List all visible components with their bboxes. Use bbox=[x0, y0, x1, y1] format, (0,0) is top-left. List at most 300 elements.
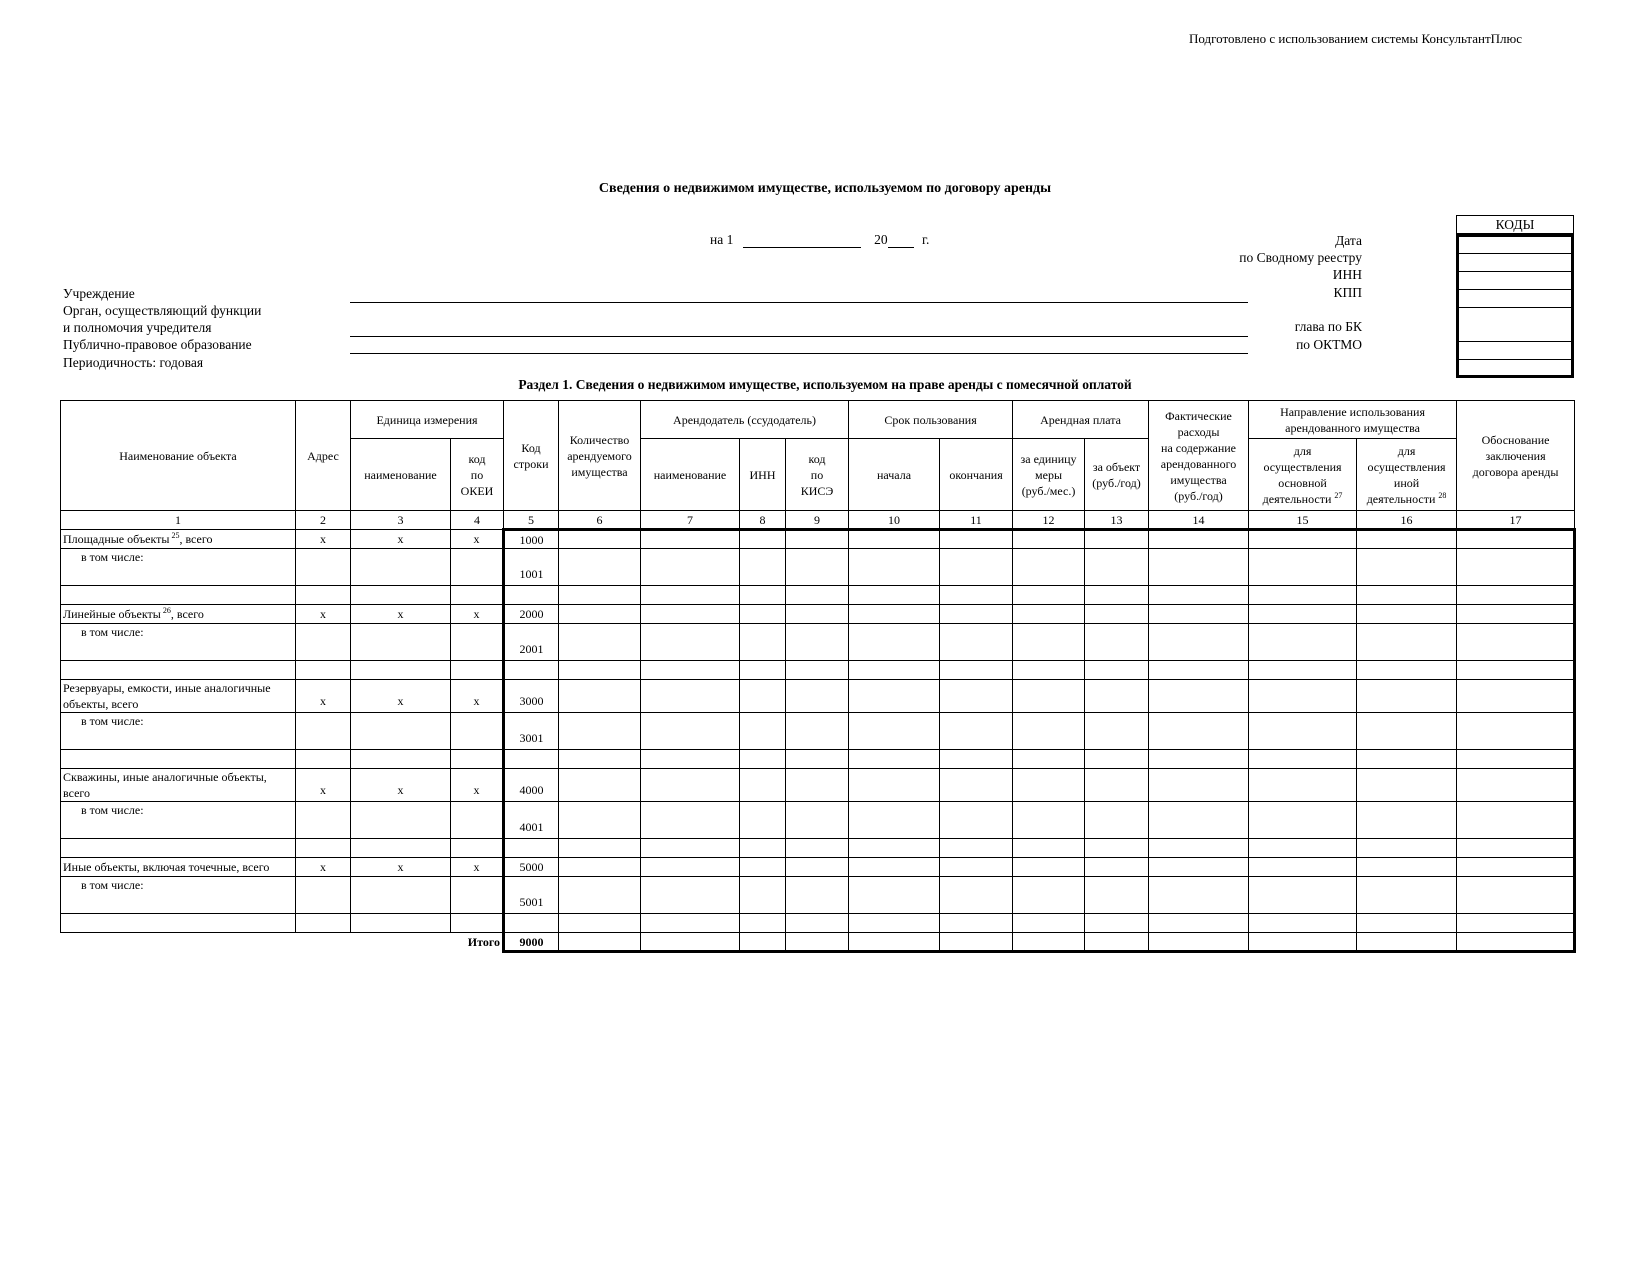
row-3001-cell-col11[interactable] bbox=[940, 713, 1013, 750]
row-5001-cell-col10[interactable] bbox=[849, 877, 940, 914]
blank-row-4-cell-col12[interactable] bbox=[1013, 914, 1085, 933]
row-3000-cell-col15[interactable] bbox=[1249, 680, 1357, 713]
row-3000-cell-col14[interactable] bbox=[1149, 680, 1249, 713]
blank-row-1-cell-col12[interactable] bbox=[1013, 661, 1085, 680]
row-2000-cell-col12[interactable] bbox=[1013, 605, 1085, 624]
blank-row-0-cell-col15[interactable] bbox=[1249, 586, 1357, 605]
row-5001-cell-col17[interactable] bbox=[1457, 877, 1575, 914]
organ-field-line[interactable] bbox=[350, 336, 1248, 337]
row-5000-cell-col17[interactable] bbox=[1457, 858, 1575, 877]
row-3000-cell-col12[interactable] bbox=[1013, 680, 1085, 713]
row-2001-cell-col9[interactable] bbox=[786, 624, 849, 661]
line-code: 3001 bbox=[504, 713, 559, 750]
row-3000-cell-col10[interactable] bbox=[849, 680, 940, 713]
in-particular-label: в том числе: bbox=[61, 549, 296, 586]
table-row bbox=[61, 680, 1575, 713]
row-1000-cell-col10[interactable] bbox=[849, 530, 940, 549]
okei-l3: ОКЕИ bbox=[460, 483, 494, 498]
blank-row-2-cell-col11[interactable] bbox=[940, 750, 1013, 769]
col-header-other-activity bbox=[1357, 439, 1457, 511]
blank-row-cell-col1[interactable] bbox=[61, 839, 296, 858]
row-1000-cell-col7[interactable] bbox=[641, 530, 740, 549]
row-1001-cell-col6[interactable] bbox=[559, 549, 641, 586]
blank-row-1-cell-col11[interactable] bbox=[940, 661, 1013, 680]
codes-date-label: Дата bbox=[1335, 233, 1362, 248]
blank-row-1-cell-col10[interactable] bbox=[849, 661, 940, 680]
row-2000-cell-col15[interactable] bbox=[1249, 605, 1357, 624]
row-5000-cell-col13[interactable] bbox=[1085, 858, 1149, 877]
row-2000-cell-col17[interactable] bbox=[1457, 605, 1575, 624]
blank-row-2-cell-col6[interactable] bbox=[559, 750, 641, 769]
blank-row-cell-col3[interactable] bbox=[351, 586, 451, 605]
blank-row-1-cell-col9[interactable] bbox=[786, 661, 849, 680]
blank-row-cell-col1[interactable] bbox=[61, 914, 296, 933]
row-4001-cell-col11[interactable] bbox=[940, 802, 1013, 839]
blank-row-cell-col4[interactable] bbox=[451, 839, 504, 858]
row-1001-cell-col16[interactable] bbox=[1357, 549, 1457, 586]
blank-row-cell-col2[interactable] bbox=[296, 586, 351, 605]
code-cell-bk[interactable] bbox=[1459, 308, 1571, 342]
row-4001-cell-col12[interactable] bbox=[1013, 802, 1085, 839]
row-2001-cell-col15[interactable] bbox=[1249, 624, 1357, 661]
blank-row-3-cell-col15[interactable] bbox=[1249, 839, 1357, 858]
row-1001-cell-col11[interactable] bbox=[940, 549, 1013, 586]
codes-title: КОДЫ bbox=[1456, 215, 1574, 234]
blank-row-3-cell-col16[interactable] bbox=[1357, 839, 1457, 858]
x-mark: х bbox=[451, 769, 504, 802]
row-5001-cell-col3[interactable] bbox=[351, 877, 451, 914]
column-number-16: 16 bbox=[1357, 511, 1457, 530]
row-5000-cell-col12[interactable] bbox=[1013, 858, 1085, 877]
blank-row-4-cell-col15[interactable] bbox=[1249, 914, 1357, 933]
blank-row-1-cell-col7[interactable] bbox=[641, 661, 740, 680]
table-row bbox=[61, 713, 1575, 750]
blank-row-4-cell-col11[interactable] bbox=[940, 914, 1013, 933]
blank-row-3-cell-col9[interactable] bbox=[786, 839, 849, 858]
blank-row-4-cell-col17[interactable] bbox=[1457, 914, 1575, 933]
row-4001-cell-col13[interactable] bbox=[1085, 802, 1149, 839]
blank-row-cell-col5[interactable] bbox=[504, 914, 559, 933]
exp-l6: (руб./год) bbox=[1174, 488, 1223, 503]
blank-row-1-cell-col13[interactable] bbox=[1085, 661, 1149, 680]
row-1000-cell-col12[interactable] bbox=[1013, 530, 1085, 549]
row-4000-cell-col14[interactable] bbox=[1149, 769, 1249, 802]
row-1000-cell-col16[interactable] bbox=[1357, 530, 1457, 549]
blank-row-2-cell-col8[interactable] bbox=[740, 750, 786, 769]
column-number-row bbox=[61, 511, 1575, 530]
blank-row-3-cell-col13[interactable] bbox=[1085, 839, 1149, 858]
row-2001-cell-col14[interactable] bbox=[1149, 624, 1249, 661]
row-4001-cell-col10[interactable] bbox=[849, 802, 940, 839]
row-1000-cell-col13[interactable] bbox=[1085, 530, 1149, 549]
total-cell-col15[interactable] bbox=[1249, 933, 1357, 952]
kise-l2: по bbox=[810, 467, 824, 482]
date-prefix: на 1 bbox=[710, 232, 734, 247]
col-header-line-code bbox=[504, 401, 559, 511]
blank-row-4-cell-col6[interactable] bbox=[559, 914, 641, 933]
row-5001-cell-col12[interactable] bbox=[1013, 877, 1085, 914]
row-2000-cell-col16[interactable] bbox=[1357, 605, 1457, 624]
row-4000-cell-col16[interactable] bbox=[1357, 769, 1457, 802]
row-3001-cell-col3[interactable] bbox=[351, 713, 451, 750]
blank-row-0-cell-col14[interactable] bbox=[1149, 586, 1249, 605]
row-3001-cell-col13[interactable] bbox=[1085, 713, 1149, 750]
row-1001-cell-col12[interactable] bbox=[1013, 549, 1085, 586]
row-3000-cell-col9[interactable] bbox=[786, 680, 849, 713]
basis-l2: заключения bbox=[1485, 448, 1546, 463]
row-2000-cell-col6[interactable] bbox=[559, 605, 641, 624]
row-5001-cell-col9[interactable] bbox=[786, 877, 849, 914]
blank-row-1-cell-col15[interactable] bbox=[1249, 661, 1357, 680]
row-1001-cell-col7[interactable] bbox=[641, 549, 740, 586]
row-3001-cell-col17[interactable] bbox=[1457, 713, 1575, 750]
line-code: 3000 bbox=[504, 680, 559, 713]
blank-row-4-cell-col8[interactable] bbox=[740, 914, 786, 933]
blank-row-cell-col1[interactable] bbox=[61, 750, 296, 769]
row-1001-cell-col17[interactable] bbox=[1457, 549, 1575, 586]
blank-row-1-cell-col8[interactable] bbox=[740, 661, 786, 680]
blank-row-0-cell-col8[interactable] bbox=[740, 586, 786, 605]
row-3001-cell-col2[interactable] bbox=[296, 713, 351, 750]
row-1001-cell-col8[interactable] bbox=[740, 549, 786, 586]
object-type-label: Иные объекты, включая точечные, всего bbox=[63, 860, 270, 874]
total-cell-col10[interactable] bbox=[849, 933, 940, 952]
footnote-ref: 25 bbox=[169, 531, 180, 540]
row-1000-cell-col15[interactable] bbox=[1249, 530, 1357, 549]
blank-row-3-cell-col11[interactable] bbox=[940, 839, 1013, 858]
col-header-basis bbox=[1457, 401, 1575, 511]
row-1000-cell-col6[interactable] bbox=[559, 530, 641, 549]
blank-row-cell-col3[interactable] bbox=[351, 661, 451, 680]
row-2001-cell-col10[interactable] bbox=[849, 624, 940, 661]
public-entity-field-line[interactable] bbox=[350, 353, 1248, 354]
blank-row-3-cell-col14[interactable] bbox=[1149, 839, 1249, 858]
row-3001-cell-col10[interactable] bbox=[849, 713, 940, 750]
row-1001-cell-col2[interactable] bbox=[296, 549, 351, 586]
date-year-field[interactable] bbox=[888, 233, 914, 248]
blank-row-2-cell-col14[interactable] bbox=[1149, 750, 1249, 769]
blank-row-4-cell-col14[interactable] bbox=[1149, 914, 1249, 933]
blank-row-2-cell-col16[interactable] bbox=[1357, 750, 1457, 769]
blank-row-cell-col4[interactable] bbox=[451, 914, 504, 933]
codes-oktmo-label: по ОКТМО bbox=[1296, 337, 1362, 352]
row-1001-cell-col4[interactable] bbox=[451, 549, 504, 586]
row-3001-cell-col16[interactable] bbox=[1357, 713, 1457, 750]
row-5001-cell-col13[interactable] bbox=[1085, 877, 1149, 914]
row-5001-cell-col6[interactable] bbox=[559, 877, 641, 914]
total-cell-col9[interactable] bbox=[786, 933, 849, 952]
blank-row-1-cell-col17[interactable] bbox=[1457, 661, 1575, 680]
row-1001-cell-col15[interactable] bbox=[1249, 549, 1357, 586]
blank-row-cell-col4[interactable] bbox=[451, 661, 504, 680]
row-4000-cell-col9[interactable] bbox=[786, 769, 849, 802]
row-5000-cell-col9[interactable] bbox=[786, 858, 849, 877]
col-header-term-start: начала bbox=[849, 439, 940, 511]
row-2001-cell-col6[interactable] bbox=[559, 624, 641, 661]
total-cell-col7[interactable] bbox=[641, 933, 740, 952]
blank-row-0-cell-col12[interactable] bbox=[1013, 586, 1085, 605]
blank-row-4-cell-col13[interactable] bbox=[1085, 914, 1149, 933]
main-l4 bbox=[1251, 491, 1354, 507]
col-header-address: Адрес bbox=[296, 401, 351, 511]
blank-row-cell-col4[interactable] bbox=[451, 586, 504, 605]
exp-l5: имущества bbox=[1170, 472, 1227, 487]
row-2000-cell-col13[interactable] bbox=[1085, 605, 1149, 624]
rent-unit-l1: за единицу bbox=[1020, 451, 1077, 466]
row-5001-cell-col7[interactable] bbox=[641, 877, 740, 914]
line-code: 4000 bbox=[504, 769, 559, 802]
column-number-4: 4 bbox=[451, 511, 504, 530]
blank-row-4-cell-col10[interactable] bbox=[849, 914, 940, 933]
row-4001-cell-col2[interactable] bbox=[296, 802, 351, 839]
row-4000-cell-col15[interactable] bbox=[1249, 769, 1357, 802]
table-row bbox=[61, 802, 1575, 839]
row-1000-cell-col9[interactable] bbox=[786, 530, 849, 549]
table-row bbox=[61, 530, 1575, 549]
blank-row-1-cell-col16[interactable] bbox=[1357, 661, 1457, 680]
row-1000-cell-col11[interactable] bbox=[940, 530, 1013, 549]
row-3000-cell-col17[interactable] bbox=[1457, 680, 1575, 713]
row-1001-cell-col14[interactable] bbox=[1149, 549, 1249, 586]
row-2001-cell-col8[interactable] bbox=[740, 624, 786, 661]
blank-row-0-cell-col6[interactable] bbox=[559, 586, 641, 605]
blank-row-0-cell-col17[interactable] bbox=[1457, 586, 1575, 605]
blank-row-0-cell-col10[interactable] bbox=[849, 586, 940, 605]
table-row bbox=[61, 605, 1575, 624]
total-cell-col16[interactable] bbox=[1357, 933, 1457, 952]
blank-row-cell-col5[interactable] bbox=[504, 839, 559, 858]
x-mark: х bbox=[451, 858, 504, 877]
col-header-lessor-name: наименование bbox=[641, 439, 740, 511]
basis-l1: Обоснование bbox=[1481, 432, 1550, 447]
row-3001-cell-col4[interactable] bbox=[451, 713, 504, 750]
blank-row-2-cell-col9[interactable] bbox=[786, 750, 849, 769]
row-3000-cell-col7[interactable] bbox=[641, 680, 740, 713]
table-row bbox=[61, 858, 1575, 877]
blank-row-cell-col2[interactable] bbox=[296, 661, 351, 680]
code-cell-oktmo[interactable] bbox=[1459, 342, 1571, 360]
total-cell-col13[interactable] bbox=[1085, 933, 1149, 952]
total-cell-col12[interactable] bbox=[1013, 933, 1085, 952]
blank-row-0-cell-col7[interactable] bbox=[641, 586, 740, 605]
codes-kpp-label: КПП bbox=[1333, 285, 1362, 300]
direction-l2: арендованного имущества bbox=[1285, 420, 1420, 435]
row-3001-cell-col12[interactable] bbox=[1013, 713, 1085, 750]
row-3001-cell-col14[interactable] bbox=[1149, 713, 1249, 750]
blank-row-cell-col3[interactable] bbox=[351, 750, 451, 769]
other-l4 bbox=[1359, 491, 1454, 507]
blank-row-cell-col5[interactable] bbox=[504, 750, 559, 769]
row-2000-cell-col8[interactable] bbox=[740, 605, 786, 624]
row-3001-cell-col8[interactable] bbox=[740, 713, 786, 750]
blank-row-3-cell-col8[interactable] bbox=[740, 839, 786, 858]
blank-row-cell-col5[interactable] bbox=[504, 661, 559, 680]
blank-row-2-cell-col15[interactable] bbox=[1249, 750, 1357, 769]
row-3001-cell-col6[interactable] bbox=[559, 713, 641, 750]
row-5001-cell-col14[interactable] bbox=[1149, 877, 1249, 914]
row-2000-cell-col7[interactable] bbox=[641, 605, 740, 624]
row-1001-cell-col9[interactable] bbox=[786, 549, 849, 586]
row-4000-cell-col8[interactable] bbox=[740, 769, 786, 802]
blank-row-3-cell-col12[interactable] bbox=[1013, 839, 1085, 858]
row-5000-cell-col11[interactable] bbox=[940, 858, 1013, 877]
line-code-l1: Код bbox=[521, 440, 541, 455]
blank-row-cell-col3[interactable] bbox=[351, 914, 451, 933]
row-4000-cell-col13[interactable] bbox=[1085, 769, 1149, 802]
blank-row-cell-col2[interactable] bbox=[296, 914, 351, 933]
blank-row-4-cell-col16[interactable] bbox=[1357, 914, 1457, 933]
blank-row-cell-col2[interactable] bbox=[296, 750, 351, 769]
row-3000-cell-col16[interactable] bbox=[1357, 680, 1457, 713]
row-2001-cell-col4[interactable] bbox=[451, 624, 504, 661]
row-1001-cell-col10[interactable] bbox=[849, 549, 940, 586]
blank-row-0-cell-col9[interactable] bbox=[786, 586, 849, 605]
row-4000-cell-col17[interactable] bbox=[1457, 769, 1575, 802]
blank-row-cell-col4[interactable] bbox=[451, 750, 504, 769]
row-1000-cell-col14[interactable] bbox=[1149, 530, 1249, 549]
row-2001-cell-col13[interactable] bbox=[1085, 624, 1149, 661]
total-cell-col17[interactable] bbox=[1457, 933, 1575, 952]
row-4000-cell-col6[interactable] bbox=[559, 769, 641, 802]
row-2001-cell-col12[interactable] bbox=[1013, 624, 1085, 661]
blank-row-2-cell-col13[interactable] bbox=[1085, 750, 1149, 769]
row-2001-cell-col16[interactable] bbox=[1357, 624, 1457, 661]
row-1001-cell-col13[interactable] bbox=[1085, 549, 1149, 586]
row-4000-cell-col7[interactable] bbox=[641, 769, 740, 802]
blank-row-3-cell-col6[interactable] bbox=[559, 839, 641, 858]
row-3000-cell-col8[interactable] bbox=[740, 680, 786, 713]
blank-row-0-cell-col13[interactable] bbox=[1085, 586, 1149, 605]
row-1001-cell-col3[interactable] bbox=[351, 549, 451, 586]
report-date-line bbox=[710, 232, 929, 248]
total-cell-col6[interactable] bbox=[559, 933, 641, 952]
kise-l1: код bbox=[808, 451, 826, 466]
row-1000-cell-col8[interactable] bbox=[740, 530, 786, 549]
row-5000-cell-col16[interactable] bbox=[1357, 858, 1457, 877]
blank-row-2-cell-col7[interactable] bbox=[641, 750, 740, 769]
total-cell-col11[interactable] bbox=[940, 933, 1013, 952]
table-row bbox=[61, 586, 1575, 605]
blank-row-0-cell-col16[interactable] bbox=[1357, 586, 1457, 605]
date-day-month-field[interactable] bbox=[743, 233, 861, 248]
institution-field-line[interactable] bbox=[350, 302, 1248, 303]
row-4001-cell-col3[interactable] bbox=[351, 802, 451, 839]
row-5000-cell-col7[interactable] bbox=[641, 858, 740, 877]
row-1000-cell-col17[interactable] bbox=[1457, 530, 1575, 549]
row-2000-cell-col11[interactable] bbox=[940, 605, 1013, 624]
column-number-11: 11 bbox=[940, 511, 1013, 530]
row-4000-cell-col12[interactable] bbox=[1013, 769, 1085, 802]
row-5000-cell-col8[interactable] bbox=[740, 858, 786, 877]
blank-row-cell-col2[interactable] bbox=[296, 839, 351, 858]
blank-row-3-cell-col7[interactable] bbox=[641, 839, 740, 858]
row-2001-cell-col17[interactable] bbox=[1457, 624, 1575, 661]
codes-inn-label: ИНН bbox=[1332, 267, 1362, 282]
blank-row-1-cell-col6[interactable] bbox=[559, 661, 641, 680]
row-5001-cell-col15[interactable] bbox=[1249, 877, 1357, 914]
exp-l2: расходы bbox=[1177, 424, 1220, 439]
code-cell-date[interactable] bbox=[1459, 237, 1571, 254]
row-3001-cell-col9[interactable] bbox=[786, 713, 849, 750]
blank-row-4-cell-col7[interactable] bbox=[641, 914, 740, 933]
row-5001-cell-col4[interactable] bbox=[451, 877, 504, 914]
row-5001-cell-col2[interactable] bbox=[296, 877, 351, 914]
row-5000-cell-col6[interactable] bbox=[559, 858, 641, 877]
row-3001-cell-col7[interactable] bbox=[641, 713, 740, 750]
exp-l1: Фактические bbox=[1165, 408, 1232, 423]
codes-cells bbox=[1456, 234, 1574, 378]
row-4001-cell-col6[interactable] bbox=[559, 802, 641, 839]
row-2001-cell-col11[interactable] bbox=[940, 624, 1013, 661]
row-5000-cell-col14[interactable] bbox=[1149, 858, 1249, 877]
row-2001-cell-col7[interactable] bbox=[641, 624, 740, 661]
row-4001-cell-col17[interactable] bbox=[1457, 802, 1575, 839]
row-4001-cell-col15[interactable] bbox=[1249, 802, 1357, 839]
row-5001-cell-col16[interactable] bbox=[1357, 877, 1457, 914]
code-cell-registry[interactable] bbox=[1459, 254, 1571, 272]
row-2001-cell-col2[interactable] bbox=[296, 624, 351, 661]
blank-row-2-cell-col10[interactable] bbox=[849, 750, 940, 769]
row-4001-cell-col8[interactable] bbox=[740, 802, 786, 839]
total-cell-col14[interactable] bbox=[1149, 933, 1249, 952]
row-2000-cell-col14[interactable] bbox=[1149, 605, 1249, 624]
blank-row-3-cell-col17[interactable] bbox=[1457, 839, 1575, 858]
row-3000-cell-col6[interactable] bbox=[559, 680, 641, 713]
x-mark: х bbox=[451, 605, 504, 624]
blank-row-cell-col1[interactable] bbox=[61, 586, 296, 605]
blank-row-1-cell-col14[interactable] bbox=[1149, 661, 1249, 680]
code-cell-kpp[interactable] bbox=[1459, 290, 1571, 308]
blank-row-cell-col1[interactable] bbox=[61, 661, 296, 680]
blank-row-2-cell-col12[interactable] bbox=[1013, 750, 1085, 769]
code-cell-extra[interactable] bbox=[1459, 360, 1571, 375]
blank-row-2-cell-col17[interactable] bbox=[1457, 750, 1575, 769]
total-cell-col8[interactable] bbox=[740, 933, 786, 952]
row-2000-cell-col9[interactable] bbox=[786, 605, 849, 624]
blank-row-cell-col3[interactable] bbox=[351, 839, 451, 858]
okei-l1: код bbox=[468, 451, 486, 466]
code-cell-inn[interactable] bbox=[1459, 272, 1571, 290]
blank-row-cell-col5[interactable] bbox=[504, 586, 559, 605]
row-5000-cell-col15[interactable] bbox=[1249, 858, 1357, 877]
row-3000-cell-col11[interactable] bbox=[940, 680, 1013, 713]
rent-obj-l1: за объект bbox=[1092, 459, 1141, 474]
row-5000-cell-col10[interactable] bbox=[849, 858, 940, 877]
row-4001-cell-col9[interactable] bbox=[786, 802, 849, 839]
row-5001-cell-col8[interactable] bbox=[740, 877, 786, 914]
x-mark: х bbox=[296, 530, 351, 549]
row-3001-cell-col15[interactable] bbox=[1249, 713, 1357, 750]
blank-row-3-cell-col10[interactable] bbox=[849, 839, 940, 858]
blank-row-4-cell-col9[interactable] bbox=[786, 914, 849, 933]
table-row bbox=[61, 769, 1575, 802]
row-4001-cell-col7[interactable] bbox=[641, 802, 740, 839]
row-2001-cell-col3[interactable] bbox=[351, 624, 451, 661]
row-4000-cell-col11[interactable] bbox=[940, 769, 1013, 802]
x-mark: х bbox=[451, 530, 504, 549]
row-4001-cell-col16[interactable] bbox=[1357, 802, 1457, 839]
col-header-okei bbox=[451, 439, 504, 511]
row-5001-cell-col11[interactable] bbox=[940, 877, 1013, 914]
row-4001-cell-col4[interactable] bbox=[451, 802, 504, 839]
blank-row-0-cell-col11[interactable] bbox=[940, 586, 1013, 605]
row-2000-cell-col10[interactable] bbox=[849, 605, 940, 624]
exp-l4: арендованного bbox=[1160, 456, 1237, 471]
row-4000-cell-col10[interactable] bbox=[849, 769, 940, 802]
direction-l1: Направление использования bbox=[1280, 404, 1425, 419]
row-4001-cell-col14[interactable] bbox=[1149, 802, 1249, 839]
row-3000-cell-col13[interactable] bbox=[1085, 680, 1149, 713]
